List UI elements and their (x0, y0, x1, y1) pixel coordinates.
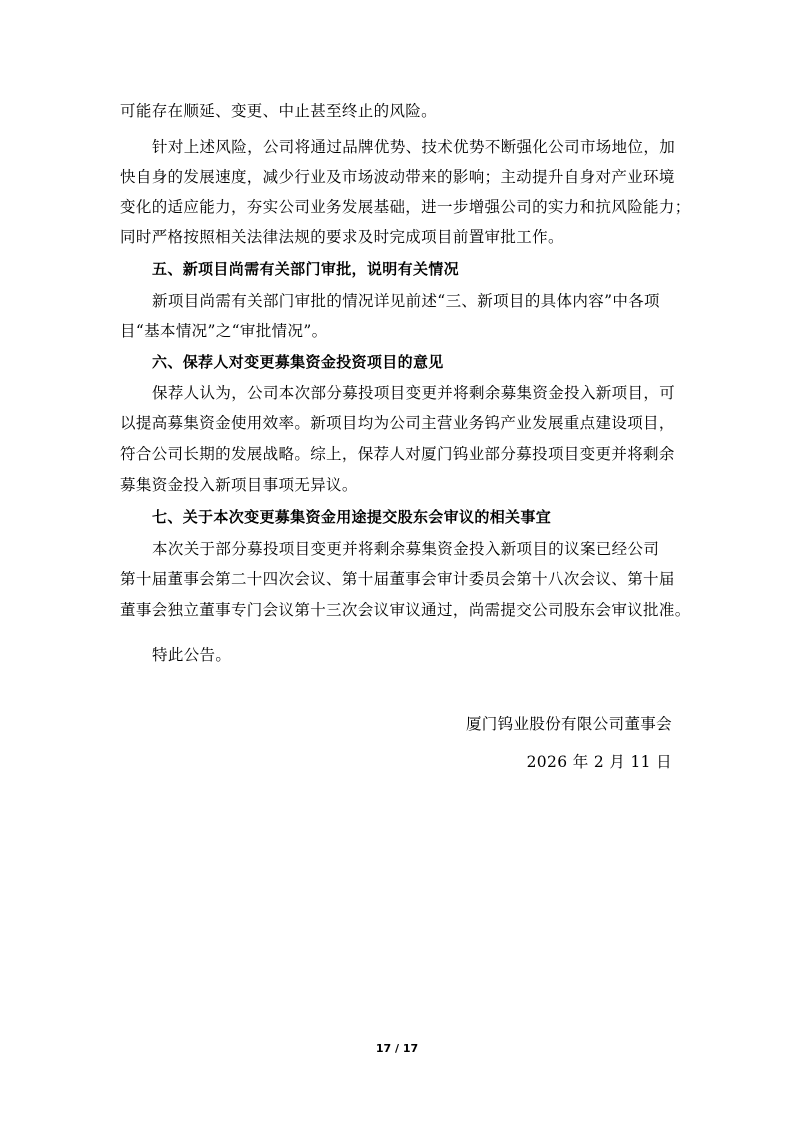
paragraph-line: 变化的适应能力，夯实公司业务发展基础，进一步增强公司的实力和抗风险能力； (120, 198, 691, 216)
page-number: 17 / 17 (375, 1042, 419, 1055)
paragraph-line: 同时严格按照相关法律法规的要求及时完成项目前置审批工作。 (120, 228, 564, 246)
paragraph-line: 可能存在顺延、变更、中止甚至终止的风险。 (120, 102, 438, 120)
paragraph-line: 新项目尚需有关部门审批的情况详见前述“三、新项目的具体内容”中各项 (152, 292, 660, 310)
paragraph-line: 本次关于部分募投项目变更并将剩余募集资金投入新项目的议案已经公司 (152, 540, 660, 558)
section-heading: 六、保荐人对变更募集资金投资项目的意见 (152, 353, 444, 371)
paragraph-line: 目“基本情况”之“审批情况”。 (120, 322, 328, 340)
paragraph-line: 第十届董事会第二十四次会议、第十届董事会审计委员会第十八次会议、第十届 (120, 570, 675, 588)
paragraph-line: 募集资金投入新项目事项无异议。 (120, 476, 358, 494)
closing-line: 特此公告。 (152, 646, 232, 664)
signature-date: 2026 年 2 月 11 日 (526, 753, 672, 771)
section-heading: 七、关于本次变更募集资金用途提交股东会审议的相关事宜 (152, 508, 552, 526)
paragraph-line: 符合公司长期的发展战略。综上，保荐人对厦门钨业部分募投项目变更并将剩余 (120, 445, 675, 463)
paragraph-line: 保荐人认为，公司本次部分募投项目变更并将剩余募集资金投入新项目，可 (152, 384, 676, 402)
paragraph-line: 快自身的发展速度，减少行业及市场波动带来的影响；主动提升自身对产业环境 (120, 168, 675, 186)
signature-company: 厦门钨业股份有限公司董事会 (465, 715, 672, 733)
paragraph-line: 针对上述风险，公司将通过品牌优势、技术优势不断强化公司市场地位，加 (152, 138, 676, 156)
section-heading: 五、新项目尚需有关部门审批，说明有关情况 (152, 260, 460, 278)
paragraph-line: 董事会独立董事专门会议第十三次会议审议通过，尚需提交公司股东会审议批准。 (120, 601, 691, 619)
paragraph-line: 以提高募集资金使用效率。新项目均为公司主营业务钨产业发展重点建设项目， (120, 414, 675, 432)
